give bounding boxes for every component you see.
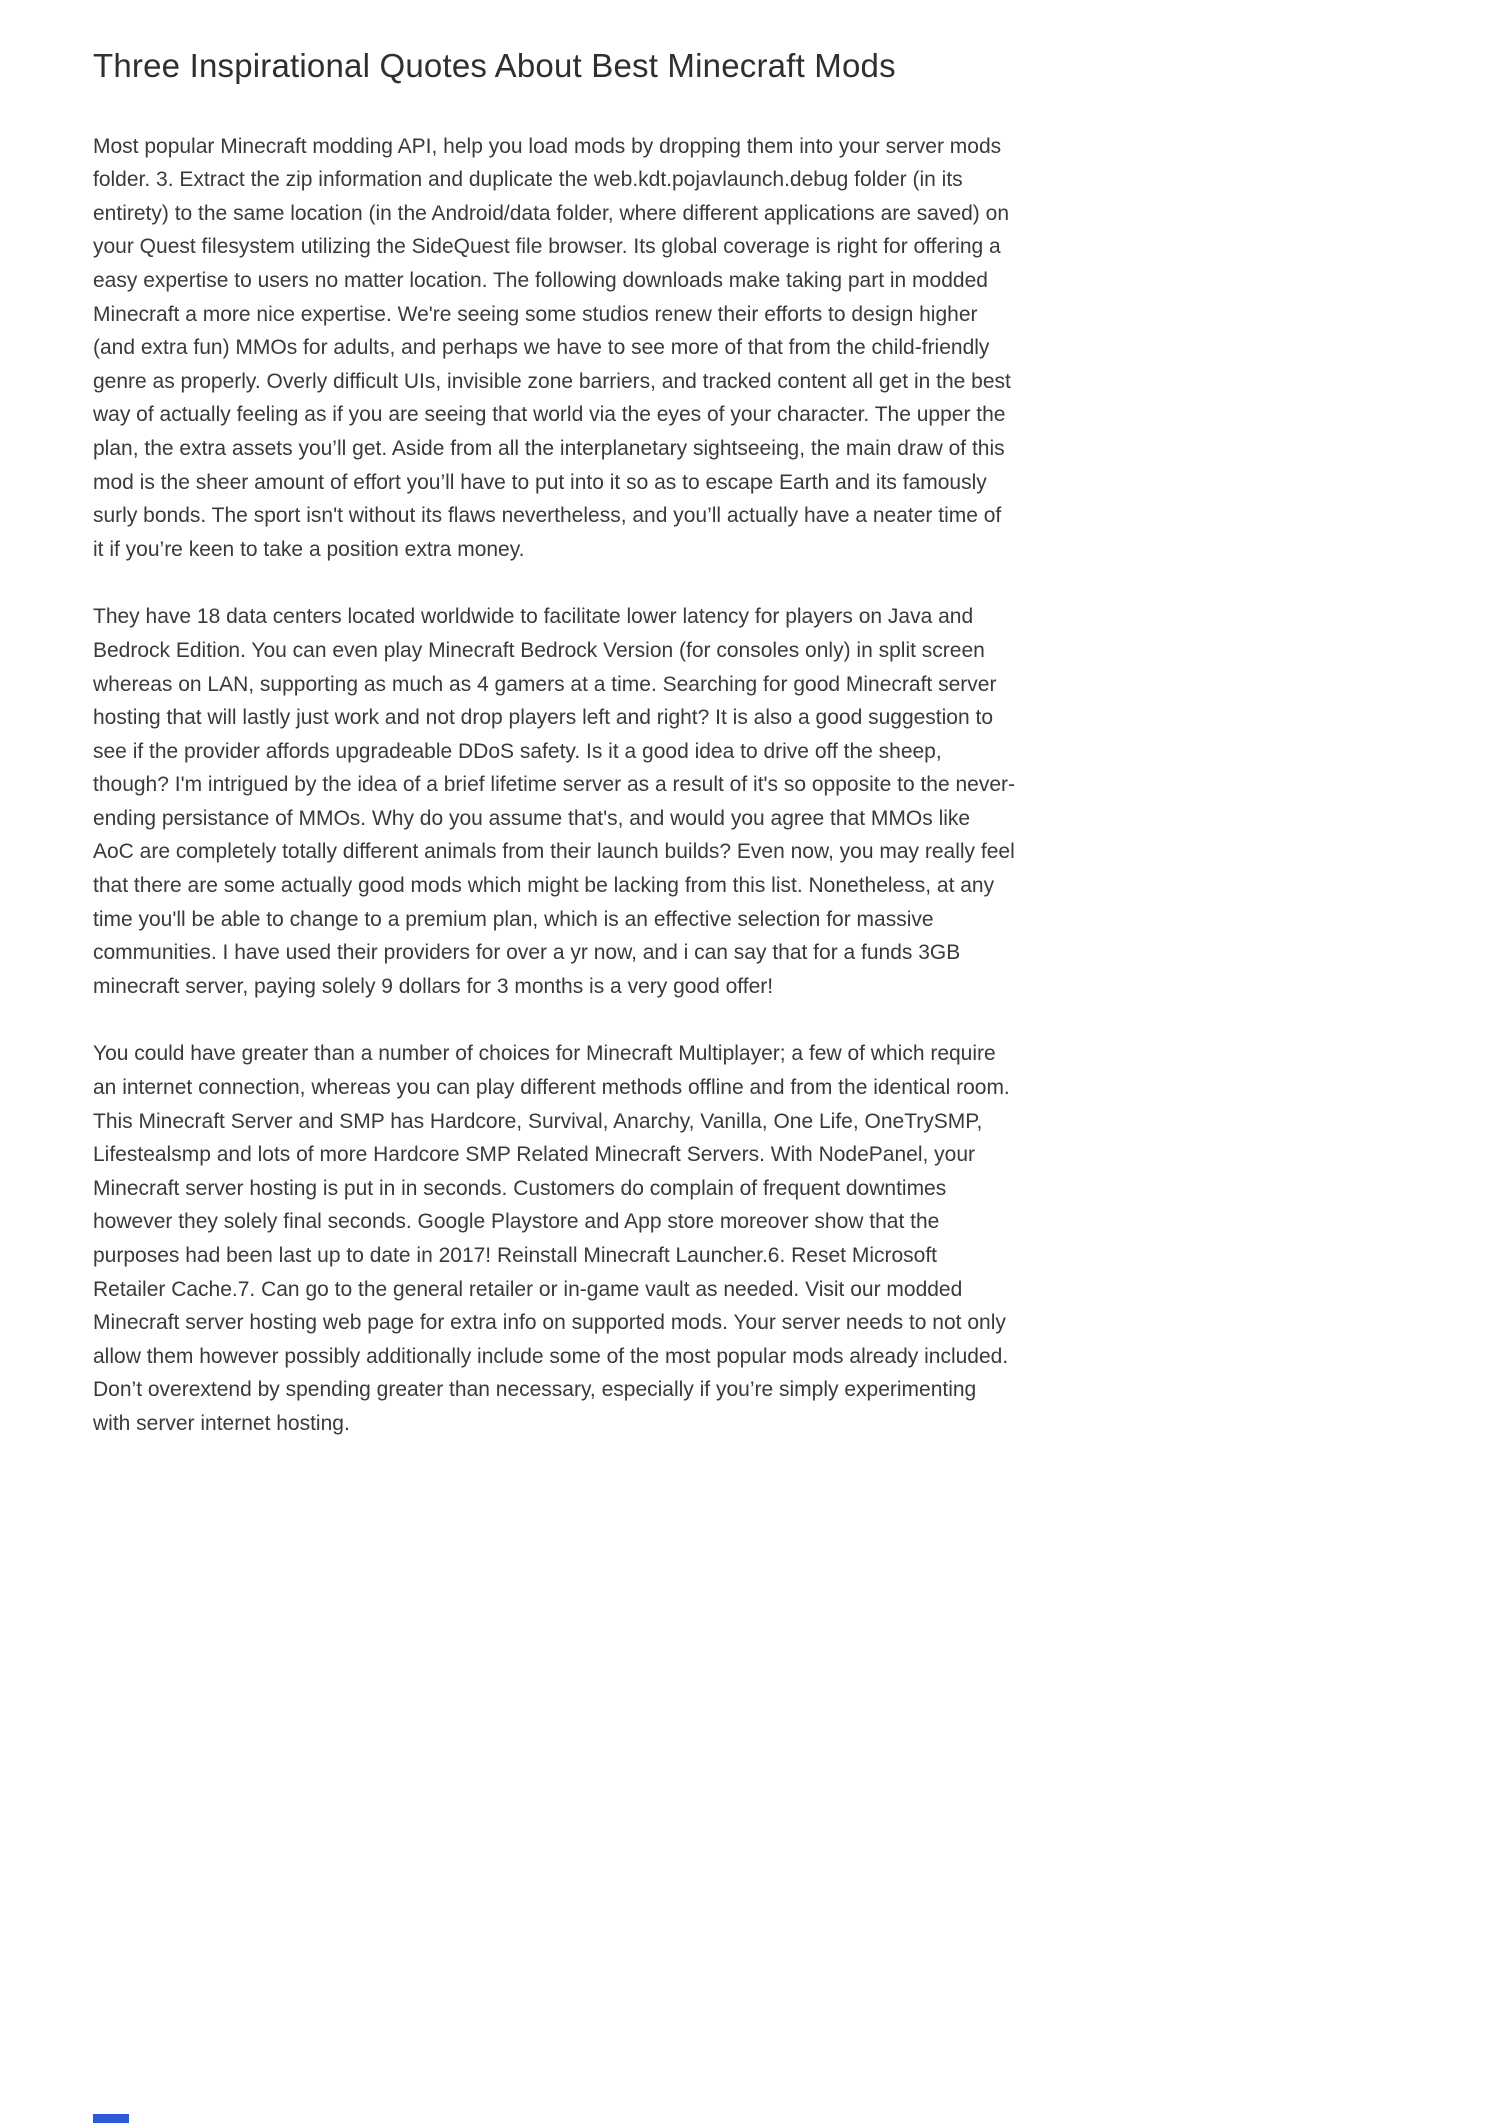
paragraph-2: They have 18 data centers located worldwide to facilitate lower latency for players on Java and Bedrock Edition. You can even play Minecraft Bedrock Version (for consoles only) in split screen whereas on LAN, supporting as much as 4 gamers at a time. Searching for good Minecraft server hosting that will lastly just work and not drop players left and right? It is also a good suggestion to see if the provider affords upgradeable DDoS safety. Is it a good idea to drive off the sheep, though? I'm intrigued by the idea of a brief lifetime server as a result of it's so opposite to the never-ending persistance of MMOs. Why do you assume that's, and would you agree that MMOs like AoC are completely totally different animals from their launch builds? Even now, you may really feel that there are some actually good mods which might be lacking from this list. Nonetheless, at any time you'll be able to change to a premium plan, which is an effective selection for massive communities. I have used their providers for over a yr now, and i can say that for a funds 3GB minecraft server, paying solely 9 dollars for 3 months is a very good offer! [93,605,1016,998]
cutoff-link[interactable] [93,2114,129,2123]
paragraph-1: Most popular Minecraft modding API, help you load mods by dropping them into your server mods folder. 3. Extract the zip information and duplicate the web.kdt.pojavlaunch.debug folder (in its entirety) to the same location (in the Android/data folder, where different applications are saved) on your Quest filesystem utilizing the SideQuest file browser. Its global coverage is right for offering a easy expertise to users no matter location. The following downloads make taking part in modded Minecraft a more nice expertise. We're seeing some studios renew their efforts to design higher (and extra fun) MMOs for adults, and perhaps we have to see more of that from the child-friendly genre as properly. Overly difficult UIs, invisible zone barriers, and tracked content all get in the best way of actually feeling as if you are seeing that world via the eyes of your character. The upper the plan, the extra assets you’ll get. Aside from all the interplanetary sightseeing, the main draw of this mod is the sheer amount of effort you’ll have to put into it so as to escape Earth and its famously surly bonds. The sport isn't without its flaws nevertheless, and you’ll actually have a neater time of it if you’re keen to take a position extra money. [93,134,1011,561]
paragraph-3: You could have greater than a number of choices for Minecraft Multiplayer; a few of which require an internet connection, whereas you can play different methods offline and from the identical room. This Minecraft Server and SMP has Hardcore, Survival, Anarchy, Vanilla, One Life, OneTrySMP, Lifestealsmp and lots of more Hardcore SMP Related Minecraft Servers. With NodePanel, your Minecraft server hosting is put in in seconds. Customers do complain of frequent downtimes however they solely final seconds. Google Playstore and App store moreover show that the purposes had been last up to date in 2017! Reinstall Minecraft Launcher.6. Reset Microsoft Retailer Cache.7. Can go to the general retailer or in-game vault as needed. Visit our modded Minecraft server hosting web page for extra info on supported mods. Your server needs to not only allow them however possibly additionally include some of the most popular mods already included. Don’t overextend by spending greater than necessary, especially if you’re simply experimenting with server internet hosting. [93,1042,1010,1435]
article-body [93,130,1407,1441]
page-title: Three Inspirational Quotes About Best Minecraft Mods [93,47,896,84]
